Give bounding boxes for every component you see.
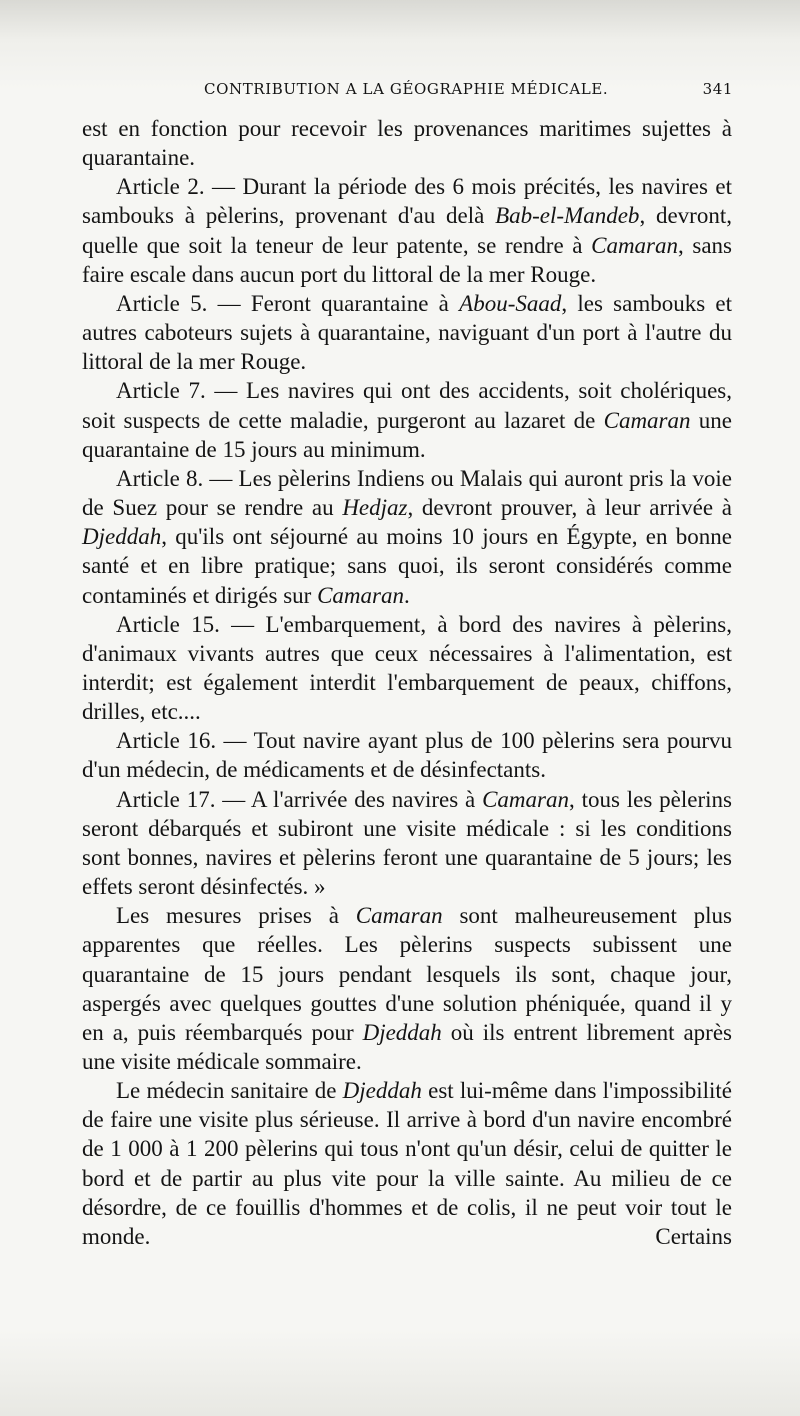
text-run: , devront prouver, à leur arrivée à xyxy=(407,495,732,521)
running-title: CONTRIBUTION A LA GÉOGRAPHIE MÉDICALE. xyxy=(204,80,609,98)
paragraph xyxy=(82,610,732,727)
text-run: , qu'ils ont séjourné au moins 10 jours en Égypte, en bonne santé et en libre pratique; sans quoi, ils seront considérés comme contaminés et dirigés sur xyxy=(82,524,732,608)
italic-place-name: Camaran xyxy=(482,786,569,812)
italic-place-name: Camaran xyxy=(317,582,404,608)
text-run: une quarantaine de 15 jours au minimum. xyxy=(82,407,732,462)
paragraph xyxy=(82,289,732,376)
paragraph xyxy=(82,376,732,463)
italic-place-name: Djeddah xyxy=(362,1019,442,1045)
paragraph xyxy=(82,1076,732,1251)
italic-place-name: Hedjaz xyxy=(342,495,408,521)
text-run: Article 7. — Les navires qui ont des accidents, soit cholériques, soit suspects de cette maladie, purgeront au lazaret de xyxy=(82,378,732,433)
text-run: Article 5. — Feront quarantaine à xyxy=(116,290,460,316)
paragraph xyxy=(82,785,732,902)
text-run: Article 17. — A l'arrivée des navires à xyxy=(116,786,483,812)
text-run: Article 15. — L'embarquement, à bord des navires à pèlerins, d'animaux vivants autres que ceux nécessaires à l'alimentation, est interdit; est également interdit l'embarquement de peaux, chiffons, drilles, etc.... xyxy=(82,611,732,725)
italic-place-name: Djeddah xyxy=(342,1078,422,1104)
italic-place-name: Camaran xyxy=(591,232,679,258)
italic-place-name: Camaran xyxy=(355,903,443,929)
text-run: Le médecin sanitaire de xyxy=(116,1078,343,1104)
paragraph xyxy=(82,172,732,289)
paragraph xyxy=(82,901,732,1076)
italic-place-name: Abou-Saad xyxy=(459,290,562,316)
paragraph xyxy=(82,726,732,784)
text-run: est en fonction pour recevoir les provenances maritimes sujettes à quarantaine. xyxy=(82,116,732,171)
text-run: Article 16. — Tout navire ayant plus de 100 pèlerins sera pourvu d'un médecin, de médicaments et de désinfectants. xyxy=(82,728,732,783)
text-run: , les sambouks et autres caboteurs sujets à quarantaine, naviguant d'un port à l'autre du littoral de la mer Rouge. xyxy=(82,290,733,375)
text-run: sont malheureusement plus apparentes que réelles. Les pèlerins suspects subissent une quarantaine de 15 jours pendant lesquels ils sont, chaque jour, aspergés avec quelques gouttes d'une solution phéniquée, quand il y en a, puis réembarqués pour xyxy=(82,903,732,1045)
text-run: , devront, quelle que soit la teneur de leur patente, se rendre à xyxy=(82,203,732,258)
text-run: Les mesures prises à xyxy=(116,903,356,929)
paragraph xyxy=(82,114,732,172)
text-run: où ils entrent librement après une visite médicale sommaire. xyxy=(82,1019,732,1074)
italic-place-name: Camaran xyxy=(603,407,691,433)
text-run: , sans faire escale dans aucun port du littoral de la mer Rouge. xyxy=(82,232,732,287)
body-text xyxy=(82,114,732,1251)
paragraph xyxy=(82,464,732,610)
text-run: Article 8. — Les pèlerins Indiens ou Malais qui auront pris la voie de Suez pour se rendre au xyxy=(82,465,732,521)
page-number: 341 xyxy=(702,80,733,98)
italic-place-name: Bab-el-Mandeb xyxy=(495,203,640,229)
text-run: Article 2. — Durant la période des 6 mois précités, les navires et sambouks à pèlerins, provenant d'au delà xyxy=(82,174,732,229)
text-run: est lui-même dans l'impossibilité de faire une visite plus sérieuse. Il arrive à bord d'un navire encombré de 1 000 à 1 200 pèlerins qui tous n'ont qu'un désir, celui de quitter le bord et de partir au plus vite pour la ville sainte. Au milieu de ce désordre, de ce fouillis d'hommes et de colis, il ne peut voir tout le monde. Certains xyxy=(82,1078,732,1249)
text-run: , tous les pèlerins seront débarqués et subiront une visite médicale : si les conditions sont bonnes, navires et pèlerins feront une quarantaine de 5 jours; les effets seront désinfectés. » xyxy=(82,786,732,900)
running-header xyxy=(82,78,737,104)
text-run: . xyxy=(403,582,410,608)
italic-place-name: Djeddah xyxy=(82,524,162,550)
